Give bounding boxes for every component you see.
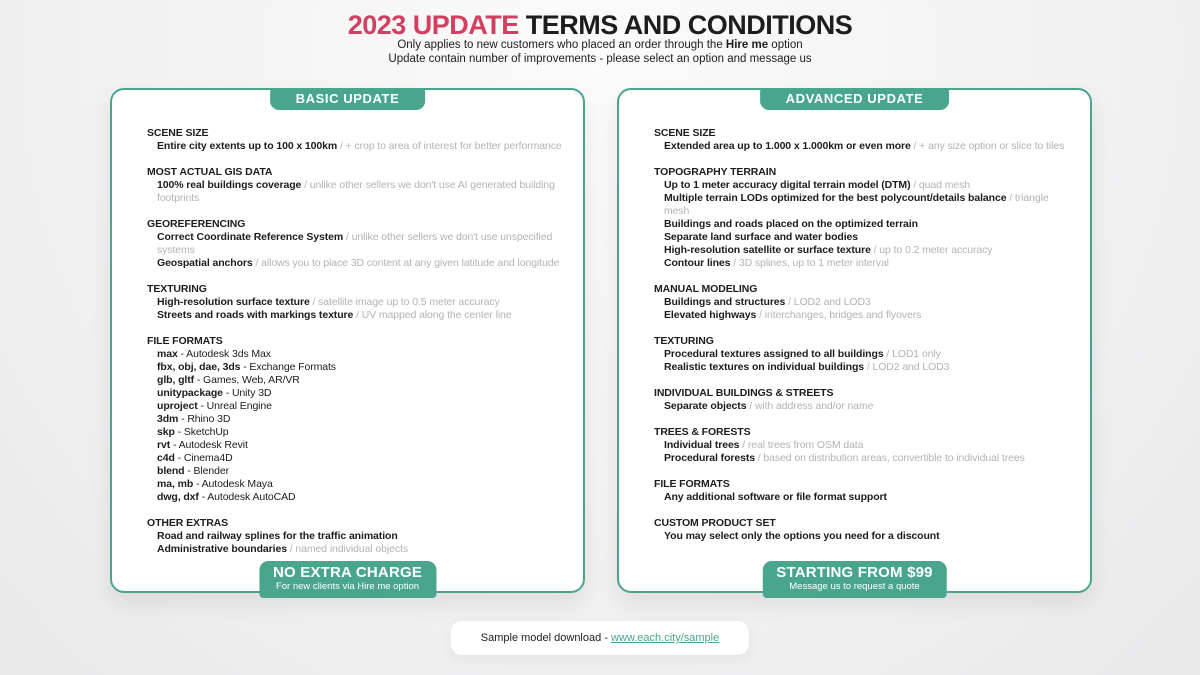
feature-main: Multiple terrain LODs optimized for the best polycount/details balance (664, 192, 1007, 204)
feature-item (147, 413, 565, 426)
feature-main: ma, mb (157, 478, 194, 490)
basic-update-badge: BASIC UPDATE (270, 88, 426, 110)
panel-sections (112, 90, 583, 556)
advanced-price-badge (762, 561, 946, 598)
feature-item (147, 439, 565, 452)
header-subtitle-1 (0, 39, 1200, 53)
feature-main: 3dm (157, 413, 179, 425)
section-heading: SCENE SIZE (147, 127, 209, 139)
feature-note: / LOD2 and LOD3 (785, 296, 871, 308)
feature-main: Buildings and structures (664, 296, 786, 308)
feature-note: / interchanges, bridges and flyovers (756, 309, 922, 321)
feature-main: You may select only the options you need for a discount (664, 530, 940, 542)
price-badge-title: STARTING FROM $99 (776, 564, 933, 581)
feature-item (147, 374, 565, 387)
section (147, 127, 565, 153)
advanced-update-panel (617, 88, 1092, 593)
section (654, 166, 1072, 270)
feature-note: / quad mesh (910, 179, 970, 191)
feature-note: / triangle mesh (664, 192, 1049, 217)
feature-main: Contour lines (664, 257, 731, 269)
feature-item (654, 309, 1072, 322)
feature-main: Procedural textures assigned to all buildings (664, 348, 884, 360)
section (147, 166, 565, 205)
feature-main: blend (157, 465, 185, 477)
section (654, 478, 1072, 504)
feature-main: c4d (157, 452, 175, 464)
feature-main: Correct Coordinate Reference System (157, 231, 344, 243)
feature-item (654, 257, 1072, 270)
feature-desc: - Autodesk AutoCAD (198, 491, 296, 503)
subtitle-suffix: option (768, 39, 803, 51)
feature-note: / satellite image up to 0.5 meter accuracy (309, 296, 500, 308)
feature-item (147, 491, 565, 504)
feature-note: / named individual objects (286, 543, 408, 555)
feature-main: Elevated highways (664, 309, 757, 321)
feature-desc: - Games, Web, AR/VR (194, 374, 300, 386)
feature-main: Up to 1 meter accuracy digital terrain model (DTM) (664, 179, 911, 191)
feature-note: / LOD2 and LOD3 (864, 361, 950, 373)
panel-sections (619, 90, 1090, 543)
feature-main: 100% real buildings coverage (157, 179, 302, 191)
feature-desc: - Rhino 3D (178, 413, 231, 425)
section (654, 283, 1072, 322)
section-heading: FILE FORMATS (654, 478, 730, 490)
section (654, 517, 1072, 543)
feature-note: / unlike other sellers we don't use unspecified systems (157, 231, 553, 256)
feature-item (147, 400, 565, 413)
section (147, 283, 565, 322)
section-heading: TREES & FORESTS (654, 426, 751, 438)
feature-main: High-resolution satellite or surface texture (664, 244, 871, 256)
feature-item (147, 452, 565, 465)
feature-note: / real trees from OSM data (739, 439, 864, 451)
feature-main: uproject (157, 400, 198, 412)
feature-item (147, 426, 565, 439)
section-heading: GEOREFERENCING (147, 218, 246, 230)
feature-main: rvt (157, 439, 171, 451)
feature-main: Streets and roads with markings texture (157, 309, 354, 321)
section-heading: MOST ACTUAL GIS DATA (147, 166, 273, 178)
feature-item (654, 231, 1072, 244)
feature-main: Separate objects (664, 400, 747, 412)
feature-note: / + any size option or slice to tiles (910, 140, 1065, 152)
feature-item (147, 257, 565, 270)
feature-item (147, 465, 565, 478)
feature-main: glb, gltf (157, 374, 195, 386)
basic-update-panel (110, 88, 585, 593)
feature-item (654, 452, 1072, 465)
feature-note: / up to 0.2 meter accuracy (870, 244, 993, 256)
feature-item (147, 179, 565, 205)
section-heading: OTHER EXTRAS (147, 517, 229, 529)
feature-main: Extended area up to 1.000 x 1.000km or even more (664, 140, 911, 152)
section-heading: SCENE SIZE (654, 127, 716, 139)
feature-item (654, 244, 1072, 257)
feature-item (654, 192, 1072, 218)
section (654, 127, 1072, 153)
feature-note: / + crop to area of interest for better performance (337, 140, 562, 152)
feature-main: Individual trees (664, 439, 740, 451)
feature-note: / UV mapped along the center line (353, 309, 512, 321)
basic-price-badge (259, 561, 436, 598)
feature-item (147, 478, 565, 491)
feature-desc: - Autodesk Revit (170, 439, 248, 451)
header-subtitle-2: Update contain number of improvements - please select an option and message us (388, 52, 812, 65)
section-heading: TEXTURING (147, 283, 207, 295)
feature-main: max (157, 348, 178, 360)
feature-main: Geospatial anchors (157, 257, 253, 269)
feature-main: fbx, obj, dae, 3ds (157, 361, 241, 373)
feature-item (654, 348, 1072, 361)
price-badge-subtitle: Message us to request a quote (789, 581, 920, 592)
feature-main: Road and railway splines for the traffic animation (157, 530, 398, 542)
feature-item (654, 218, 1072, 231)
feature-main: Separate land surface and water bodies (664, 231, 859, 243)
title-accent: 2023 UPDATE (347, 10, 519, 40)
section-heading: TEXTURING (654, 335, 714, 347)
feature-main: Buildings and roads placed on the optimized terrain (664, 218, 918, 230)
feature-note: / with address and/or name (746, 400, 874, 412)
feature-item (147, 296, 565, 309)
section-heading: TOPOGRAPHY TERRAIN (654, 166, 777, 178)
feature-note: / unlike other sellers we don't use AI generated building footprints (157, 179, 555, 204)
feature-desc: - Cinema4D (174, 452, 233, 464)
page-title (0, 11, 1200, 39)
page-header (0, 11, 1200, 66)
feature-main: Procedural forests (664, 452, 755, 464)
feature-note: / allows you to place 3D content at any given latitude and longitude (252, 257, 560, 269)
feature-item (147, 231, 565, 257)
feature-item (654, 179, 1072, 192)
section-heading: MANUAL MODELING (654, 283, 758, 295)
feature-desc: - Unreal Engine (197, 400, 272, 412)
feature-note: / based on distribution areas, convertible to individual trees (754, 452, 1025, 464)
feature-item (654, 439, 1072, 452)
section (654, 387, 1072, 413)
advanced-update-badge: ADVANCED UPDATE (760, 88, 950, 110)
feature-note: / 3D splines, up to 1 meter interval (730, 257, 889, 269)
feature-item (654, 140, 1072, 153)
feature-item (147, 387, 565, 400)
section-heading: FILE FORMATS (147, 335, 223, 347)
feature-item (654, 530, 1072, 543)
feature-desc: - Autodesk 3ds Max (177, 348, 271, 360)
price-badge-title: NO EXTRA CHARGE (272, 564, 423, 581)
feature-main: dwg, dxf (157, 491, 199, 503)
subtitle-bold: Hire me (725, 39, 769, 51)
feature-desc: - Blender (184, 465, 230, 477)
feature-item (147, 140, 565, 153)
title-rest: TERMS AND CONDITIONS (525, 10, 853, 40)
section (654, 426, 1072, 465)
feature-desc: - SketchUp (174, 426, 229, 438)
feature-main: skp (157, 426, 175, 438)
feature-item (147, 543, 565, 556)
feature-note: / LOD1 only (883, 348, 941, 360)
sample-download-label: Sample model download - (480, 632, 612, 644)
section (147, 517, 565, 556)
feature-item (654, 400, 1072, 413)
feature-desc: - Exchange Formats (240, 361, 336, 373)
sample-download-pill (451, 621, 749, 655)
feature-main: Realistic textures on individual buildings (664, 361, 865, 373)
sample-download-link[interactable]: www.each.city/sample (611, 632, 720, 644)
feature-item (654, 296, 1072, 309)
feature-desc: - Autodesk Maya (193, 478, 273, 490)
feature-main: Entire city extents up to 100 x 100km (157, 140, 338, 152)
section (654, 335, 1072, 374)
feature-desc: - Unity 3D (222, 387, 272, 399)
feature-main: Any additional software or file format support (664, 491, 887, 503)
section (147, 218, 565, 270)
section (147, 335, 565, 504)
feature-item (147, 361, 565, 374)
feature-item (147, 309, 565, 322)
feature-item (147, 530, 565, 543)
feature-main: High-resolution surface texture (157, 296, 310, 308)
feature-main: Administrative boundaries (157, 543, 287, 555)
feature-item (654, 361, 1072, 374)
price-badge-subtitle: For new clients via Hire me option (275, 581, 420, 592)
section-heading: INDIVIDUAL BUILDINGS & STREETS (654, 387, 834, 399)
feature-main: unitypackage (157, 387, 223, 399)
subtitle-prefix: Only applies to new customers who placed an order through the (397, 39, 726, 51)
section-heading: CUSTOM PRODUCT SET (654, 517, 776, 529)
feature-item (147, 348, 565, 361)
feature-item (654, 491, 1072, 504)
